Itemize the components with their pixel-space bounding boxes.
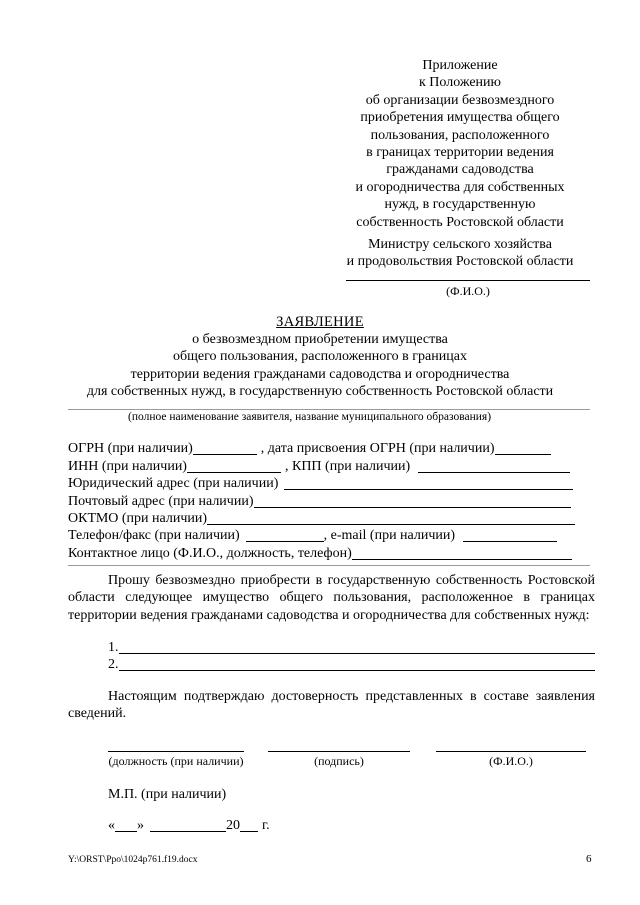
inn-row bbox=[68, 457, 598, 474]
list-blank bbox=[119, 641, 596, 654]
appendix-line: Приложение bbox=[422, 58, 498, 73]
appendix-line: приобретения имущества общего bbox=[360, 110, 560, 126]
date-line bbox=[108, 818, 270, 834]
request-paragraph bbox=[68, 572, 595, 624]
ogrn-date-label: , дата присвоения ОГРН (при наличии) bbox=[260, 441, 495, 457]
legal-address-row bbox=[68, 475, 598, 492]
month-blank bbox=[150, 819, 226, 832]
signature-caption: (подпись) bbox=[314, 754, 364, 768]
addressee-line: и продовольствия Ростовской области bbox=[346, 254, 574, 269]
appendix-line: в границах территории ведения bbox=[366, 145, 554, 161]
list-number: 2. bbox=[108, 657, 119, 672]
appendix-line: об организации безвозмездного bbox=[365, 92, 555, 108]
appendix-line: гражданами садоводства bbox=[386, 162, 534, 178]
list-item bbox=[108, 657, 595, 673]
page-number: 6 bbox=[586, 853, 592, 865]
oktmo-blank bbox=[207, 512, 575, 525]
postal-address-label: Почтовый адрес (при наличии) bbox=[68, 493, 254, 509]
subtitle-line: для собственных нужд, в государственную собственность Ростовской области bbox=[86, 383, 554, 399]
appendix-line: нужд, в государственную bbox=[384, 197, 536, 213]
applicant-caption: (полное наименование заявителя, название муниципального образования) bbox=[128, 411, 492, 423]
contact-blank bbox=[352, 547, 572, 560]
contact-label: Контактное лицо (Ф.И.О., должность, телефон) bbox=[68, 545, 352, 561]
phone-blank bbox=[246, 529, 324, 542]
addressee-fio-line bbox=[346, 280, 590, 281]
appendix-line: собственность Ростовской области bbox=[356, 214, 564, 230]
kpp-label: , КПП (при наличии) bbox=[284, 458, 411, 474]
applicant-name-line bbox=[68, 409, 590, 410]
document-title: ЗАЯВЛЕНИЕ bbox=[276, 314, 364, 330]
applicant-fields bbox=[68, 440, 598, 562]
confirm-text: Настоящим подтверждаю достоверность представленных в составе заявления сведений. bbox=[68, 689, 595, 722]
subtitle-line: территории ведения гражданами садоводства и огородничества bbox=[130, 366, 510, 382]
ogrn-label: ОГРН (при наличии) bbox=[68, 441, 193, 457]
ogrn-date-blank bbox=[495, 442, 551, 455]
list-item bbox=[108, 640, 595, 656]
oktmo-label: ОКТМО (при наличии) bbox=[68, 510, 208, 526]
oktmo-row bbox=[68, 510, 598, 527]
appendix-line: к Положению bbox=[418, 75, 501, 91]
appendix-line: и огородничества для собственных bbox=[355, 179, 565, 195]
appendix-header bbox=[330, 57, 590, 231]
subtitle-line: о безвозмездном приобретении имущества bbox=[192, 332, 448, 347]
list-number: 1. bbox=[108, 640, 119, 655]
ogrn-row bbox=[68, 440, 598, 457]
ogrn-blank bbox=[193, 442, 257, 455]
email-label: , e-mail (при наличии) bbox=[323, 528, 456, 544]
document-subtitle bbox=[0, 331, 640, 400]
list-blank bbox=[119, 658, 596, 671]
postal-address-row bbox=[68, 492, 598, 509]
footer-file-path: Y:\ORST\Ppo\1024p761.f19.docx bbox=[68, 855, 198, 865]
email-blank bbox=[463, 529, 557, 542]
year-blank bbox=[240, 819, 258, 832]
year-suffix: г. bbox=[262, 818, 270, 833]
confirm-paragraph bbox=[68, 688, 595, 723]
position-signature-line bbox=[108, 751, 244, 752]
postal-address-blank bbox=[254, 495, 571, 508]
day-blank bbox=[115, 819, 137, 832]
signature-line bbox=[268, 751, 410, 752]
legal-address-label: Юридический адрес (при наличии) bbox=[68, 476, 279, 492]
year-prefix: 20 bbox=[226, 818, 240, 833]
inn-blank bbox=[187, 460, 281, 473]
phone-label: Телефон/факс (при наличии) bbox=[68, 528, 240, 544]
fio-caption: (Ф.И.О.) bbox=[489, 754, 533, 768]
legal-address-blank bbox=[284, 477, 573, 490]
phone-row bbox=[68, 527, 598, 544]
addressee-line: Министру сельского хозяйства bbox=[368, 237, 552, 252]
appendix-line: пользования, расположенного bbox=[370, 127, 550, 143]
fio-signature-line bbox=[436, 751, 586, 752]
addressee-fio-caption: (Ф.И.О.) bbox=[446, 284, 490, 298]
subtitle-line: общего пользования, расположенного в границах bbox=[173, 349, 467, 365]
inn-label: ИНН (при наличии) bbox=[68, 458, 187, 474]
contact-row bbox=[68, 544, 598, 561]
position-caption: (должность (при наличии) bbox=[108, 754, 244, 768]
section-divider bbox=[68, 565, 590, 566]
date-close-quote: » bbox=[137, 818, 144, 833]
addressee bbox=[330, 236, 590, 270]
kpp-blank bbox=[418, 460, 570, 473]
stamp-label: М.П. (при наличии) bbox=[108, 787, 227, 802]
request-text: Прошу безвозмездно приобрести в государственную собственность Ростовской области следующее имущество общего пользования, расположенное в границах территории ведения гражданами садоводства и огородничества для собственных нужд: bbox=[68, 573, 595, 623]
date-open-quote: « bbox=[108, 818, 115, 833]
